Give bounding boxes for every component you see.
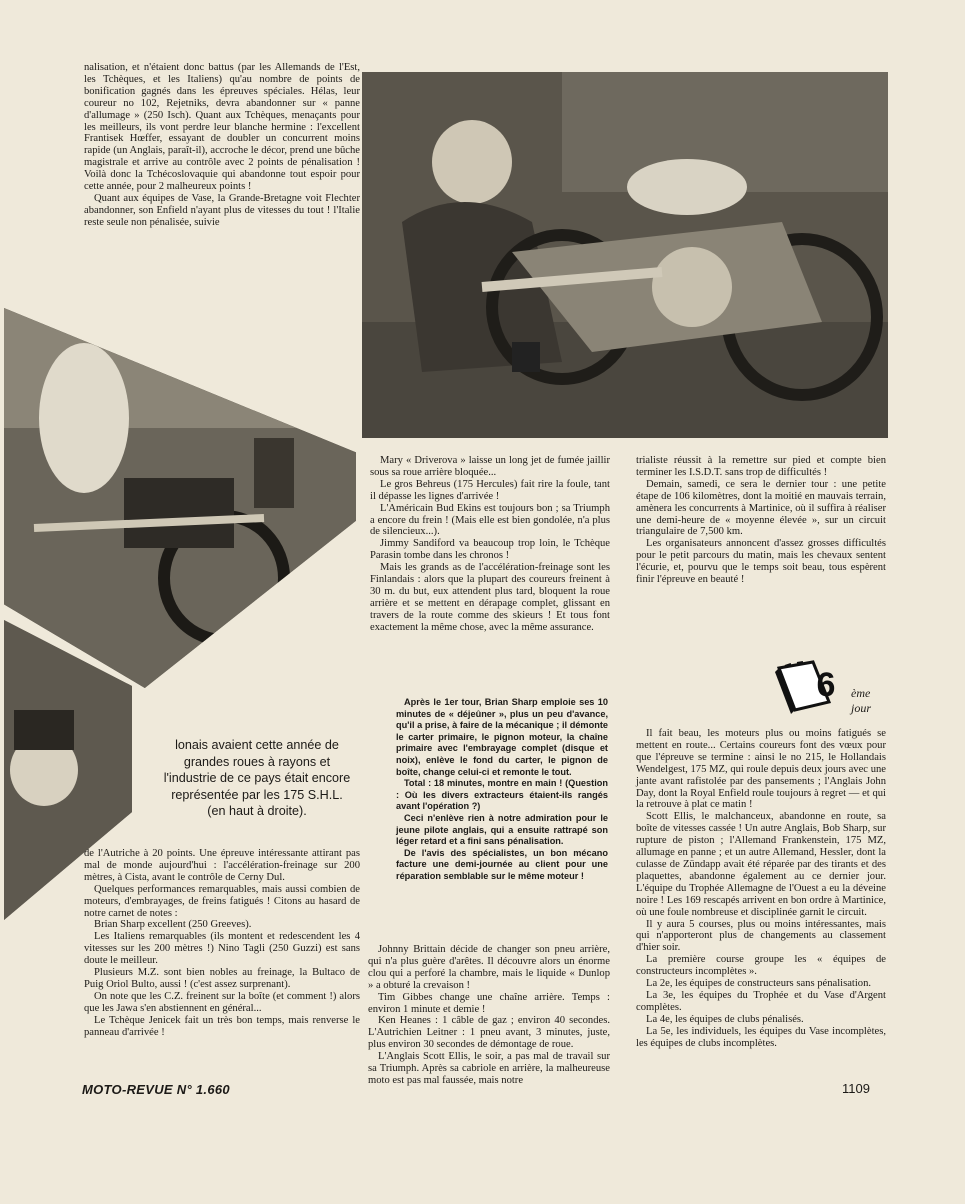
page-number: 1109 bbox=[842, 1081, 870, 1096]
photo-motorcycle-left bbox=[4, 308, 356, 688]
paragraph: Plusieurs M.Z. sont bien nobles au freinage, la Bultaco de Puig Oriol Bulto, aussi ! (c'est assez surprenant). bbox=[84, 967, 360, 990]
paragraph: Scott Ellis, le malchanceux, abandonne en route, sa boîte de vitesses cassée ! Un autre Anglais, Bob Sharp, sur rupture de piston ; l'Allemand Frankenstein, 175 MZ, allumage en panne ; et un autre Allemand, Hessler, dont la culasse de Zündapp avait été réparée par des tirants et des plaquettes, abandonne également au ce dernier jour. L'équipe du Trophée Allemagne de l'Ouest a eu la déveine noire ! Les 169 rescapés arrivent en bon ordre à Martinice, où une foule nombreuse et disciplinée garnit le circuit. bbox=[636, 811, 886, 918]
paragraph: Ken Heanes : 1 câble de gaz ; environ 40 secondes. L'Autrichien Leitner : 1 pneu avant, 3 minutes, juste, plus environ 30 secondes de démontage de roue. bbox=[368, 1015, 610, 1051]
column-1-bottom bbox=[84, 848, 360, 1039]
paragraph: Il y aura 5 courses, plus ou moins intéressantes, mais qui n'apporteront plus de changements au classement d'hier soir. bbox=[636, 918, 886, 954]
day-number: 6 bbox=[816, 666, 836, 704]
paragraph: Brian Sharp excellent (250 Greeves). bbox=[94, 919, 252, 931]
paragraph: La première course groupe les « équipes de constructeurs incomplètes ». bbox=[636, 954, 886, 978]
photo-caption: lonais avaient cette année de grandes roues à rayons et l'industrie de ce pays était encore représentée par les 175 S.H.L. (en haut à droite). bbox=[163, 738, 351, 819]
paragraph: Mary « Driverova » laisse un long jet de fumée jaillir sous sa roue arrière bloquée... bbox=[370, 455, 610, 478]
column-3-bottom bbox=[636, 728, 886, 1049]
column-2-bottom bbox=[368, 944, 610, 1087]
paragraph: Il fait beau, les moteurs plus ou moins fatigués se mettent en route... Certains coureurs font des vœux pour que l'épreuve se termine : ainsi le no 215, le Hollandais Wendelgest, 175 MZ, qui roule depuis deux jours avec une jante avant rafistolée par des pansements ; l'Anglais John Day, dont la Royal Enfield roule toujours à regret — et qui la retrouve à plat ce matin ! bbox=[636, 728, 886, 811]
paragraph: de l'Autriche à 20 points. Une épreuve intéressante attirant pas mal de monde aujourd'hui : l'accélération-freinage sur 200 mètres, à Cista, avant le contrôle de Cerny Dul. bbox=[84, 848, 360, 883]
paragraph: Jimmy Sandiford va beaucoup trop loin, le Tchèque Parasin tombe dans les chronos ! bbox=[370, 538, 610, 562]
paragraph: Le Tchèque Jenicek fait un très bon temps, mais renverse le panneau d'arrivée ! bbox=[84, 1014, 360, 1038]
paragraph: Ceci n'enlève rien à notre admiration pour le jeune pilote anglais, qui a ensuite rattrapé son léger retard et a fini sans pénalisation. bbox=[396, 812, 608, 847]
paragraph: De l'avis des spécialistes, un bon mécano facture une demi-journée au client pour une réparation semblable sur le même moteur ! bbox=[396, 847, 608, 881]
paragraph: Quant aux équipes de Vase, la Grande-Bretagne voit Flechter abandonner, son Enfield n'ayant plus de vitesses du tout ! l'Italie reste seule non pénalisée, suivie bbox=[84, 192, 360, 228]
paragraph: nalisation, et n'étaient donc battus (par les Allemands de l'Est, les Tchèques, et les Italiens) qu'au nombre de points de bonification gagnés dans les épreuves spéciales. Hélas, leur coureur no 102, Rejetniks, devra abandonner sur « panne d'allumage » (250 Isch). Quant aux Tchèques, menaçants pour les meilleurs, ils vont perdre leur blanche hermine : l'excellent Frantisek Hœffer, essayant de doubler un concurrent moins rapide (un Anglais, paraît-il), accroche le décor, prend une bûche magistrale et arrive au contrôle avec 2 points de pénalisation ! Voilà donc la Tchécoslovaquie qui abandonne tout espoir pour cette année, pour 2 malheureux points ! bbox=[84, 62, 360, 193]
column-3-top bbox=[636, 455, 886, 586]
paragraph: La 2e, les équipes de constructeurs sans pénalisation. bbox=[646, 978, 872, 990]
magazine-issue: MOTO-REVUE N° 1.660 bbox=[82, 1082, 230, 1097]
paragraph: L'Anglais Scott Ellis, le soir, a pas mal de travail sur sa Triumph. Après sa cabriole en arrière, la malheureuse moto est pas mal faussée, mais notre bbox=[368, 1051, 610, 1086]
paragraph: Le gros Behreus (175 Hercules) fait rire la foule, tant il dépasse les lignes d'arrivée ! bbox=[370, 478, 610, 502]
inset-box-brian-sharp bbox=[396, 697, 608, 883]
day-label: ème jour bbox=[851, 686, 872, 715]
paragraph: trialiste réussit à la remettre sur pied et compte bien terminer les I.S.D.T. sans trop de difficultés ! bbox=[636, 455, 886, 478]
paragraph: Les Italiens remarquables (ils montent et redescendent les 4 vitesses sur les 200 mètres !) Nino Tagli (250 Guzzi) est sans doute le meilleur. bbox=[84, 931, 360, 967]
paragraph: La 4e, les équipes de clubs pénalisés. bbox=[646, 1013, 804, 1025]
paragraph: Total : 18 minutes, montre en main ! (Question : Où les divers extracteurs étaient-ils rangés avant l'opération ?) bbox=[396, 778, 608, 812]
paragraph: Les organisateurs annoncent d'assez grosses difficultés pour le petit parcours du matin, mais les chevaux sentent l'écurie, et, pourvu que le temps soit beau, tous espèrent finir l'épreuve en beauté ! bbox=[636, 538, 886, 586]
paragraph: Quelques performances remarquables, mais aussi combien de moteurs, d'embrayages, de freins fatigués ! Citons au hasard de notre carnet de notes : bbox=[84, 883, 360, 919]
paragraph: Johnny Brittain décide de changer son pneu arrière, qui n'a plus guère d'arêtes. Il découvre alors un énorme clou qui a perforé la chambre, mais le liquide « Dunlop » a obturé la crevaison ! bbox=[368, 944, 610, 991]
paragraph: L'Américain Bud Ekins est toujours bon ; sa Triumph a encore du frein ! (Mais elle est bien gondolée, n'a plus de silencieux...). bbox=[370, 502, 610, 538]
day-6-badge bbox=[773, 658, 893, 722]
paragraph: La 5e, les individuels, les équipes du Vase incomplètes, les équipes de clubs incomplètes. bbox=[636, 1025, 886, 1049]
photo-rider-repairing-motorcycle bbox=[362, 72, 888, 438]
paragraph: Après le 1er tour, Brian Sharp emploie ses 10 minutes de « déjeûner », plus un peu d'avance, qu'il a prise, à faire de la mécanique ; il démonte le carter primaire, le pignon moteur, la chaîne primaire avec l'embrayage complet (disque et noix), enlève le fond du carter, le pignon de boîte, change celui-ci et remonte le tout. bbox=[396, 697, 608, 777]
column-1-top bbox=[84, 62, 360, 229]
paragraph: Mais les grands as de l'accélération-freinage sont les Finlandais : alors que la plupart des coureurs freinent à 30 m. du but, eux attendent plus tard, bloquent la roue arrière et se mettent en dérapage complet, glissant en travers de la route comme des skieurs ! Et tous font exactement la même chose, avec la même assurance. bbox=[370, 562, 610, 633]
paragraph: La 3e, les équipes du Trophée et du Vase d'Argent complètes. bbox=[636, 989, 886, 1013]
column-2-top bbox=[370, 455, 610, 634]
paragraph: On note que les C.Z. freinent sur la boîte (et comment !) alors que les Jawa s'en abstiennent en général... bbox=[84, 990, 360, 1014]
paragraph: Tim Gibbes change une chaîne arrière. Temps : environ 1 minute et demie ! bbox=[368, 991, 610, 1015]
paragraph: Demain, samedi, ce sera le dernier tour : une petite étape de 106 kilomètres, dont la moitié en mauvais terrain, amènera les concurrents à Martinice, où il suffira à réaliser une demi-heure de « moyenne élevée », sur un circuit triangulaire de 7,500 km. bbox=[636, 478, 886, 538]
